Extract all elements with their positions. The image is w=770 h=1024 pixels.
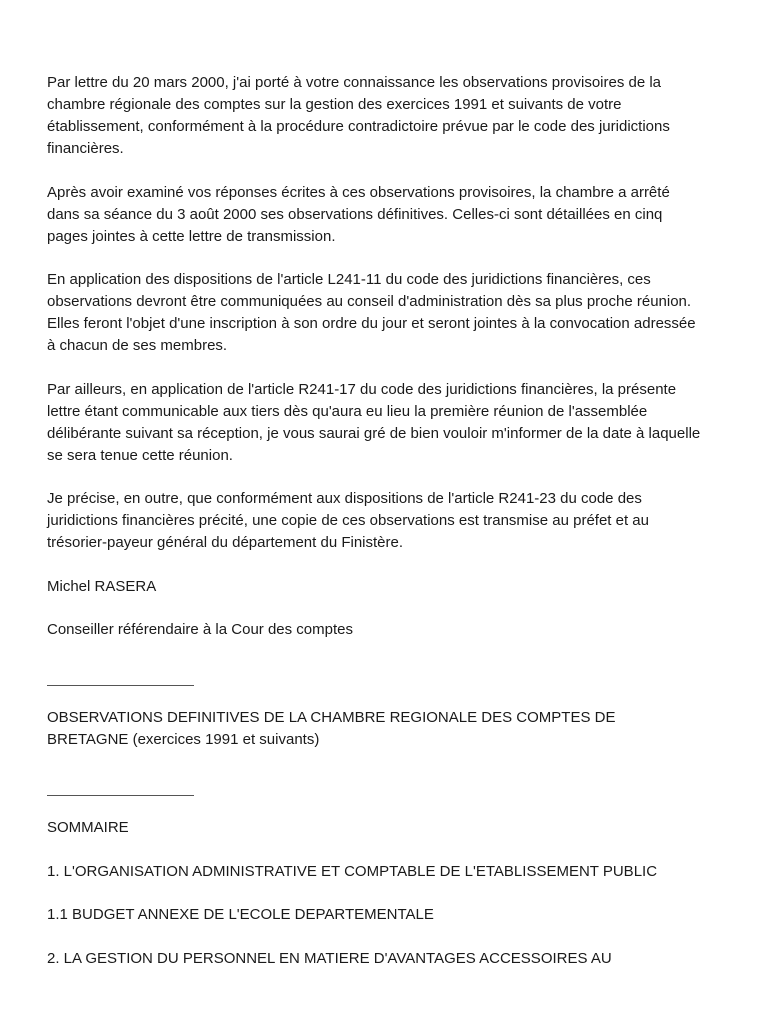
signature-name: Michel RASERA <box>47 577 157 595</box>
observations-heading: OBSERVATIONS DEFINITIVES DE LA CHAMBRE REGIONALE DES COMPTES DE BRETAGNE (exercices 1991 et suivants) <box>47 709 616 748</box>
paragraph-communication-board: En application des dispositions de l'article L241-11 du code des juridictions financières, ces observations devront être communiquées au conseil d'administration dès sa plus proche réunion. Elles feront l'objet d'une inscription à son ordre du jour et seront jointes à la convocation adressée à chacun de ses membres. <box>47 271 696 354</box>
summary-item: 2. LA GESTION DU PERSONNEL EN MATIERE D'AVANTAGES ACCESSOIRES AU <box>47 949 612 967</box>
paragraph-third-party-access: Par ailleurs, en application de l'article R241-17 du code des juridictions financières, la présente lettre étant communicable aux tiers dès qu'aura eu lieu la première réunion de l'assemblée délibérante suivant sa réception, je vous saurai gré de bien vouloir m'informer de la date à laquelle se sera tenue cette réunion. <box>47 380 701 464</box>
signature-title: Conseiller référendaire à la Cour des comptes <box>47 621 353 638</box>
summary-item: 1. L'ORGANISATION ADMINISTRATIVE ET COMPTABLE DE L'ETABLISSEMENT PUBLIC <box>47 862 658 880</box>
separator-line <box>47 663 194 686</box>
paragraph-copy-transmission: Je précise, en outre, que conformément aux dispositions de l'article R241-23 du code des juridictions financières précité, une copie de ces observations est transmise au préfet et au trésorier-payeur général du département du Finistère. <box>47 490 649 551</box>
summary-heading: SOMMAIRE <box>47 819 129 836</box>
paragraph-definitive-observations: Après avoir examiné vos réponses écrites à ces observations provisoires, la chambre a arrêté dans sa séance du 3 août 2000 ses observations définitives. Celles-ci sont détaillées en cinq pages jointes à cette lettre de transmission. <box>47 183 670 245</box>
document-page <box>47 72 737 991</box>
paragraph-letter-reference: Par lettre du 20 mars 2000, j'ai porté à votre connaissance les observations provisoires de la chambre régionale des comptes sur la gestion des exercices 1991 et suivants de votre établissement, conformément à la procédure contradictoire prévue par le code des juridictions financières. <box>47 74 670 157</box>
summary-item: 1.1 BUDGET ANNEXE DE L'ECOLE DEPARTEMENTALE <box>47 906 434 923</box>
separator-line <box>47 773 194 796</box>
